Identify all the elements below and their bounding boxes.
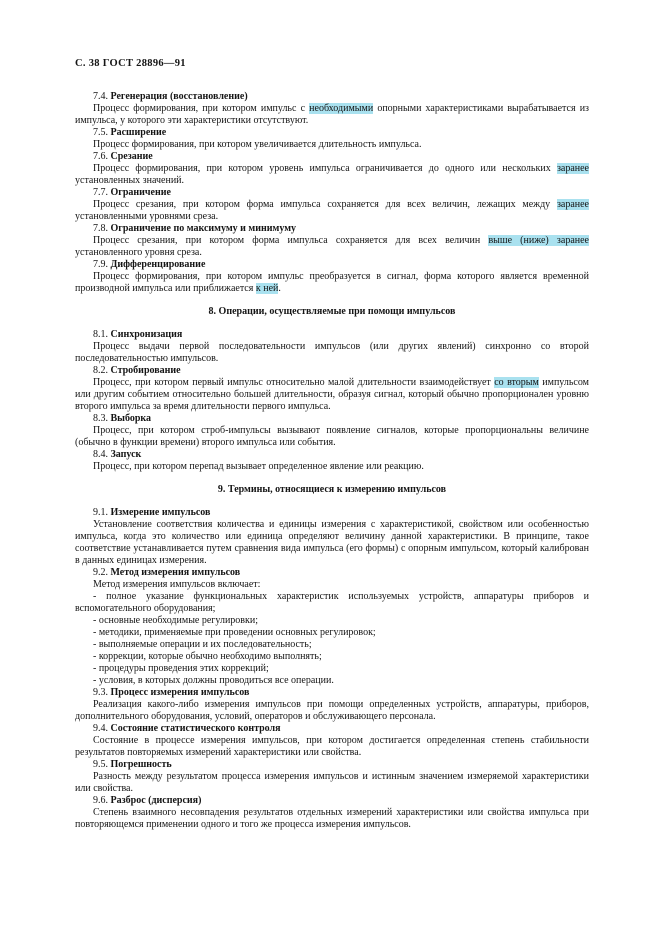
text-segment: опорными характеристиками вырабатывается из импульса, у которого эти характеристики отсутствуют. — [75, 103, 589, 126]
text-segment: Процесс, при котором перепад вызывает определенное явление или реакцию. — [93, 461, 424, 472]
text-segment: Процесс, при котором первый импульс относительно малой длительности взаимодействует — [93, 377, 495, 388]
term-title: Погрешность — [110, 759, 172, 770]
term-number: 7.9. — [93, 259, 111, 270]
term-title: Дифференцирование — [110, 259, 206, 270]
paragraph — [75, 807, 589, 831]
term-title: Синхронизация — [110, 329, 183, 340]
term-heading — [75, 687, 589, 699]
highlighted-text: к ней — [255, 283, 279, 294]
text-segment: Степень взаимного несовпадения результатов отдельных измерений характеристики или свойства импульса при повторяющемся применении одного и того же процесса измерения импульсов. — [75, 807, 589, 830]
term-number: 7.8. — [93, 223, 111, 234]
term-heading — [75, 795, 589, 807]
paragraph — [75, 341, 589, 365]
term-number: 9.4. — [93, 723, 111, 734]
page-header: С. 38 ГОСТ 28896—91 — [75, 58, 186, 69]
paragraph — [75, 771, 589, 795]
term-title: Расширение — [110, 127, 167, 138]
text-segment: . — [278, 283, 281, 294]
list-item — [75, 639, 589, 651]
term-number: 9.3. — [93, 687, 111, 698]
list-item — [75, 627, 589, 639]
paragraph — [75, 235, 589, 259]
term-number: 9.1. — [93, 507, 111, 518]
paragraph — [75, 519, 589, 567]
text-segment: - коррекции, которые обычно необходимо выполнять; — [93, 651, 322, 662]
text-segment: Состояние в процессе измерения импульсов, при котором достигается определенная степень стабильности результатов повторяемых измерений характеристики или свойства. — [75, 735, 589, 758]
text-segment: импульсом или другим событием относительно большей длительности, образуя сигнал, который обычно пропорционален уровню второго импульса за время длительности первого импульса. — [75, 377, 589, 412]
text-segment: Установление соответствия количества и единицы измерения с характеристикой, свойством или особенностью импульса, когда это количество или единица определяют величину данной характеристики. В принципе, такое соответствие устанавливается путем сравнения вида импульса (его формы) с опорным импульсом, который калиброван в данных единицах измерения. — [75, 519, 589, 566]
term-heading — [75, 151, 589, 163]
document-body — [75, 91, 589, 831]
term-number: 7.4. — [93, 91, 111, 102]
term-number: 9.5. — [93, 759, 111, 770]
term-number: 9.6. — [93, 795, 111, 806]
term-heading — [75, 449, 589, 461]
paragraph — [75, 461, 589, 473]
list-item — [75, 675, 589, 687]
term-number: 8.1. — [93, 329, 111, 340]
term-heading — [75, 187, 589, 199]
text-segment: Процесс формирования, при котором импульс преобразуется в сигнал, форма которого является временной производной импульса или приближается — [75, 271, 589, 294]
term-title: Разброс (дисперсия) — [110, 795, 202, 806]
term-title: Процесс измерения импульсов — [110, 687, 250, 698]
term-heading — [75, 507, 589, 519]
term-heading — [75, 723, 589, 735]
term-title: Выборка — [110, 413, 152, 424]
term-heading — [75, 259, 589, 271]
term-title: Метод измерения импульсов — [110, 567, 241, 578]
paragraph — [75, 377, 589, 413]
highlighted-text: со вторым — [494, 377, 539, 388]
paragraph — [75, 699, 589, 723]
term-heading — [75, 413, 589, 425]
text-segment: Процесс выдачи первой последовательности импульсов (или других явлений) синхронно со второй последовательностью импульсов. — [75, 341, 589, 364]
highlighted-text: выше (ниже) заранее — [488, 235, 589, 246]
text-segment: - условия, в которых должны проводиться все операции. — [93, 675, 334, 686]
term-number: 8.3. — [93, 413, 111, 424]
paragraph — [75, 271, 589, 295]
paragraph — [75, 163, 589, 187]
term-heading — [75, 127, 589, 139]
section-heading: 9. Термины, относящиеся к измерению импульсов — [217, 484, 447, 495]
text-segment: Процесс формирования, при котором увеличивается длительность импульса. — [93, 139, 422, 150]
text-segment: Метод измерения импульсов включает: — [93, 579, 261, 590]
list-item — [75, 663, 589, 675]
text-segment: установленного уровня среза. — [75, 247, 202, 258]
term-number: 7.7. — [93, 187, 111, 198]
term-number: 7.5. — [93, 127, 111, 138]
text-segment: установленных значений. — [75, 175, 185, 186]
term-number: 7.6. — [93, 151, 111, 162]
text-segment: Процесс формирования, при котором уровень импульса ограничивается до одного или нескольких — [93, 163, 557, 174]
text-segment: Процесс срезания, при котором форма импульса сохраняется для всех величин — [93, 235, 489, 246]
term-title: Состояние статистического контроля — [110, 723, 281, 734]
text-segment: - процедуры проведения этих коррекций; — [93, 663, 269, 674]
term-heading — [75, 759, 589, 771]
section-heading: 8. Операции, осуществляемые при помощи импульсов — [208, 306, 456, 317]
paragraph — [75, 425, 589, 449]
text-segment: - выполняемые операции и их последовательность; — [93, 639, 312, 650]
term-number: 8.4. — [93, 449, 111, 460]
text-segment: Процесс срезания, при котором форма импульса сохраняется для всех величин, лежащих между — [93, 199, 557, 210]
paragraph — [75, 139, 589, 151]
term-title: Регенерация (восстановление) — [110, 91, 248, 102]
paragraph — [75, 199, 589, 223]
term-title: Ограничение по максимуму и минимуму — [110, 223, 297, 234]
term-heading — [75, 567, 589, 579]
highlighted-text: заранее — [556, 163, 589, 174]
text-segment: - основные необходимые регулировки; — [93, 615, 259, 626]
term-heading — [75, 223, 589, 235]
text-segment: Процесс формирования, при котором импульс с — [93, 103, 310, 114]
list-item — [75, 651, 589, 663]
list-item — [75, 591, 589, 615]
term-title: Запуск — [110, 449, 142, 460]
term-number: 9.2. — [93, 567, 111, 578]
highlighted-text: необходимыми — [309, 103, 374, 114]
text-segment: Процесс, при котором строб-импульсы вызывают появление сигналов, которые пропорциональны величине (обычно в функции времени) второго импульса или события. — [75, 425, 589, 448]
term-heading — [75, 365, 589, 377]
text-segment: - полное указание функциональных характеристик используемых устройств, аппаратуры приборов и вспомогательного оборудования; — [75, 591, 589, 614]
text-segment: - методики, применяемые при проведении основных регулировок; — [93, 627, 376, 638]
term-title: Ограничение — [110, 187, 171, 198]
paragraph — [75, 579, 589, 591]
term-heading — [75, 91, 589, 103]
paragraph — [75, 103, 589, 127]
term-title: Стробирование — [110, 365, 181, 376]
paragraph — [75, 735, 589, 759]
term-heading — [75, 329, 589, 341]
text-segment: Реализация какого-либо измерения импульсов при помощи определенных устройств, аппаратуры, приборов, дополнительного оборудования, условий, операторов и обслуживающего персонала. — [75, 699, 589, 722]
term-title: Срезание — [110, 151, 153, 162]
term-number: 8.2. — [93, 365, 111, 376]
text-segment: Разность между результатом процесса измерения импульсов и истинным значением измеряемой характеристики или свойства. — [75, 771, 589, 794]
term-title: Измерение импульсов — [110, 507, 211, 518]
text-segment: установленными уровнями среза. — [75, 211, 219, 222]
list-item — [75, 615, 589, 627]
highlighted-text: заранее — [556, 199, 589, 210]
